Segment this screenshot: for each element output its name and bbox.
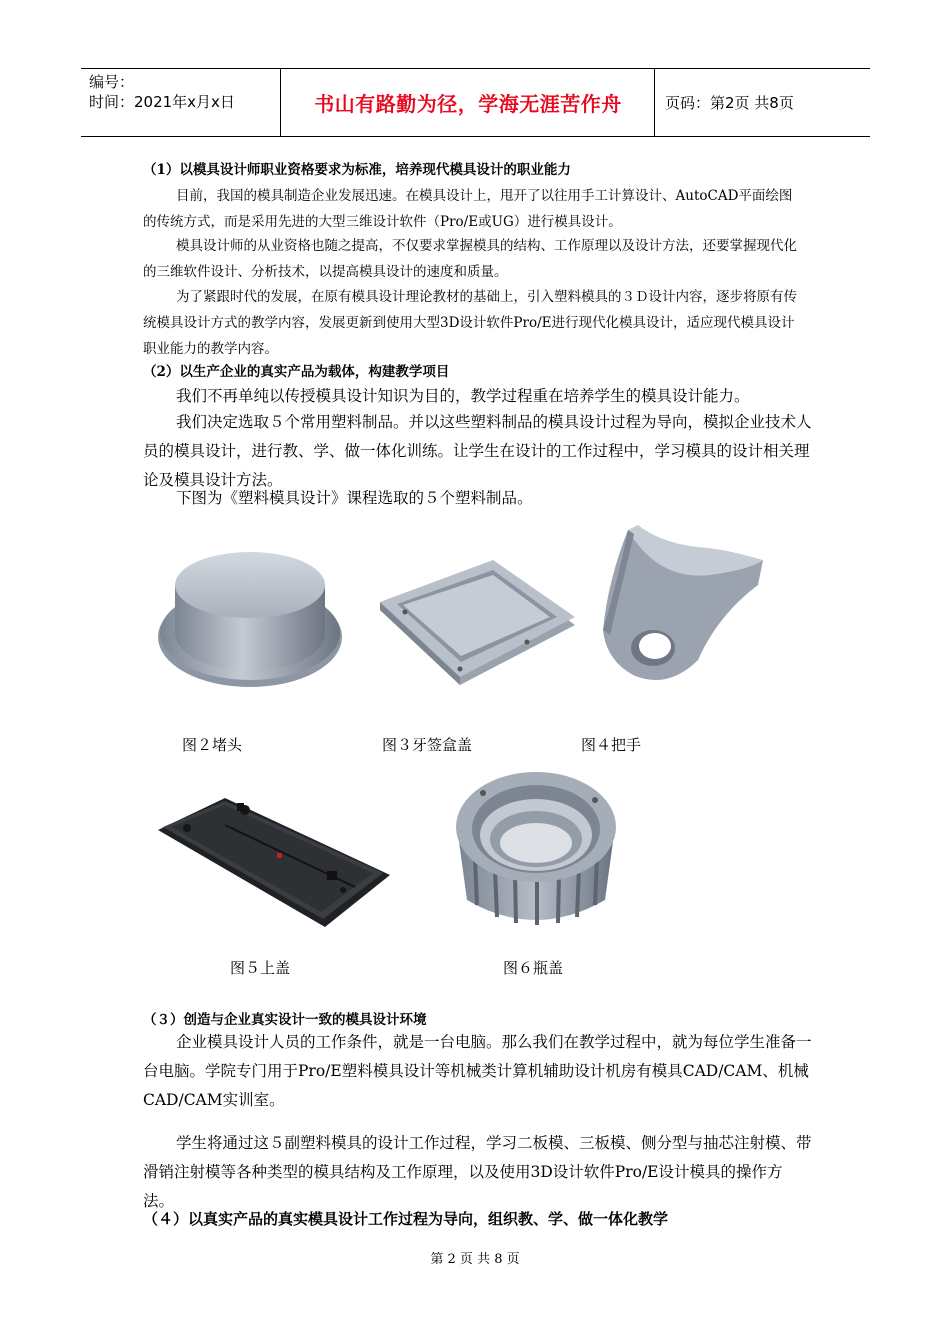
figure-6-caption: 图６瓶盖 <box>503 959 564 977</box>
bottle-cap-image <box>445 765 625 940</box>
page-header <box>81 68 870 137</box>
section-3-title: （３）创造与企业真实设计一致的模具设计环境 <box>143 1012 427 1028</box>
section-2-paragraph-1: 我们不再单纯以传授模具设计知识为目的，教学过程重在培养学生的模具设计能力。 <box>176 387 750 405</box>
toothpick-box-lid-image <box>375 560 580 690</box>
header-meta <box>81 69 281 136</box>
section-2-paragraph-2: 我们决定选取５个常用塑料制品。并以这些塑料制品的模具设计过程为导向，模拟企业技术人员的模具设计，进行教、学、做一体化训练。让学生在设计的工作过程中，学习模具的设计相关理论及模具设计方法。 <box>143 413 812 489</box>
section-1-paragraph-1: 目前，我国的模具制造企业发展迅速。在模具设计上，甩开了以往用手工计算设计、AutoCAD平面绘图的传统方式，而是采用先进的大型三维设计软件（Pro/E或UG）进行模具设计。 <box>143 188 793 230</box>
upper-cover-image <box>155 795 395 930</box>
time-label: 时间：2021年x月x日 <box>89 93 235 111</box>
page-footer: 第 2 页 共 8 页 <box>430 1252 520 1267</box>
section-2-paragraph-3: 下图为《塑料模具设计》课程选取的５个塑料制品。 <box>176 489 533 507</box>
figure-4-caption: 图４把手 <box>581 736 642 754</box>
section-1-title: （1）以模具设计师职业资格要求为标准，培养现代模具设计的职业能力 <box>143 162 571 178</box>
figure-2-caption: 图２堵头 <box>182 736 243 754</box>
header-motto: 书山有路勤为径，学海无涯苦作舟 <box>282 69 655 136</box>
handle-part-image <box>598 520 773 695</box>
figure-3-caption: 图３牙签盒盖 <box>382 736 473 754</box>
section-4-title: （４）以真实产品的真实模具设计工作过程为导向，组织教、学、做一体化教学 <box>143 1210 669 1228</box>
section-3-paragraph-2: 学生将通过这５副塑料模具的设计工作过程，学习二板模、三板模、侧分型与抽芯注射模、带滑销注射模等各种类型的模具结构及工作原理，以及使用3D设计软件Pro/E设计模具的操作方法。 <box>143 1134 812 1210</box>
figure-5-caption: 图５上盖 <box>230 959 291 977</box>
section-3-paragraph-1: 企业模具设计人员的工作条件，就是一台电脑。那么我们在教学过程中，就为每位学生准备一台电脑。学院专门用于Pro/E塑料模具设计等机械类计算机辅助设计机房有模具CAD/CAM、机械CAD/CAM实训室。 <box>143 1033 812 1109</box>
plug-part-image <box>155 545 345 695</box>
section-2-title: （2）以生产企业的真实产品为载体，构建教学项目 <box>143 364 450 380</box>
number-label: 编号： <box>89 73 135 91</box>
section-1-paragraph-3: 为了紧跟时代的发展，在原有模具设计理论教材的基础上，引入塑料模具的３Ｄ设计内容，逐步将原有传统模具设计方式的教学内容，发展更新到使用大型3D设计软件Pro/E进行现代化模具设计，适应现代模具设计职业能力的教学内容。 <box>143 289 797 357</box>
section-1-paragraph-2: 模具设计师的从业资格也随之提高，不仅要求掌握模具的结构、工作原理以及设计方法，还要掌握现代化的三维软件设计、分析技术，以提高模具设计的速度和质量。 <box>143 238 797 280</box>
header-page-info: 页码：第2页 共8页 <box>665 94 794 112</box>
